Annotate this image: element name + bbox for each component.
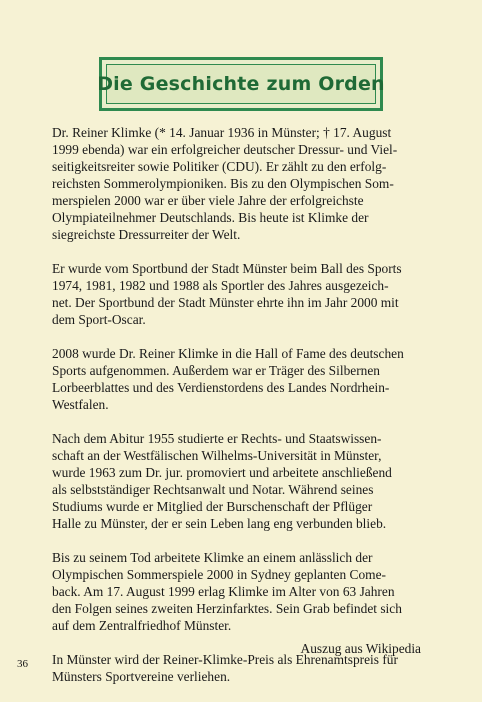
paragraph-4 [52,430,436,532]
text-line: Bis zu seinem Tod arbeitete Klimke an einem anlässlich der [52,550,373,565]
source-attribution: Auszug aus Wikipedia [300,641,421,656]
article-body [52,124,436,702]
text-line: Westfalen. [52,397,109,412]
page-number: 36 [17,658,28,670]
text-line: net. Der Sportbund der Stadt Münster ehrte ihn im Jahr 2000 mit [52,295,399,310]
text-line: schaft an der Westfälischen Wilhelms-Universität in Münster, [52,448,382,463]
text-line: dem Sport-Oscar. [52,312,146,327]
text-line: back. Am 17. August 1999 erlag Klimke im Alter von 63 Jahren [52,584,395,599]
text-line: 1999 ebenda) war ein erfolgreicher deutscher Dressur- und Viel- [52,142,398,157]
paragraph-1 [52,124,436,243]
paragraph-3 [52,345,436,413]
text-line: siegreichste Dressurreiter der Welt. [52,227,241,242]
text-line: Olympischen Sommerspiele 2000 in Sydney geplanten Come- [52,567,386,582]
text-line: als selbstständiger Rechtsanwalt und Notar. Während seines [52,482,374,497]
text-line: wurde 1963 zum Dr. jur. promoviert und arbeitete anschließend [52,465,392,480]
paragraph-2 [52,260,436,328]
text-line: Dr. Reiner Klimke (* 14. Januar 1936 in Münster; † 17. August [52,125,392,140]
text-line: Lorbeerblattes und des Verdienstordens des Landes Nordrhein- [52,380,390,395]
text-line: Sports aufgenommen. Außerdem war er Träger des Silbernen [52,363,380,378]
title-box [99,57,383,111]
text-line: Nach dem Abitur 1955 studierte er Rechts- und Staatswissen- [52,431,382,446]
text-line: Er wurde vom Sportbund der Stadt Münster beim Ball des Sports [52,261,402,276]
title-inner-frame [97,64,385,104]
text-line: 1974, 1981, 1982 und 1988 als Sportler des Jahres ausgezeich- [52,278,389,293]
page-title: Die Geschichte zum Orden [97,73,385,95]
text-line: reichsten Sommerolympioniken. Bis zu den Olympischen Som- [52,176,394,191]
text-line: merspielen 2000 war er über viele Jahre der erfolgreichste [52,193,364,208]
paragraph-5 [52,549,436,634]
text-line: Studiums wurde er Mitglied der Burschenschaft der Pflüger [52,499,373,514]
text-line: Münsters Sportvereine verliehen. [52,669,231,684]
text-line: In Münster wird der Reiner-Klimke-Preis als Ehrenamtspreis für [52,652,398,667]
text-line: den Folgen seines zweiten Herzinfarktes. Sein Grab befindet sich [52,601,402,616]
text-line: seitigkeitsreiter sowie Politiker (CDU). Er zählt zu den erfolg- [52,159,387,174]
text-line: Halle zu Münster, der er sein Leben lang eng verbunden blieb. [52,516,387,531]
text-line: 2008 wurde Dr. Reiner Klimke in die Hall of Fame des deutschen [52,346,404,361]
text-line: auf dem Zentralfriedhof Münster. [52,618,232,633]
text-line: Olympiateilnehmer Deutschlands. Bis heute ist Klimke der [52,210,369,225]
